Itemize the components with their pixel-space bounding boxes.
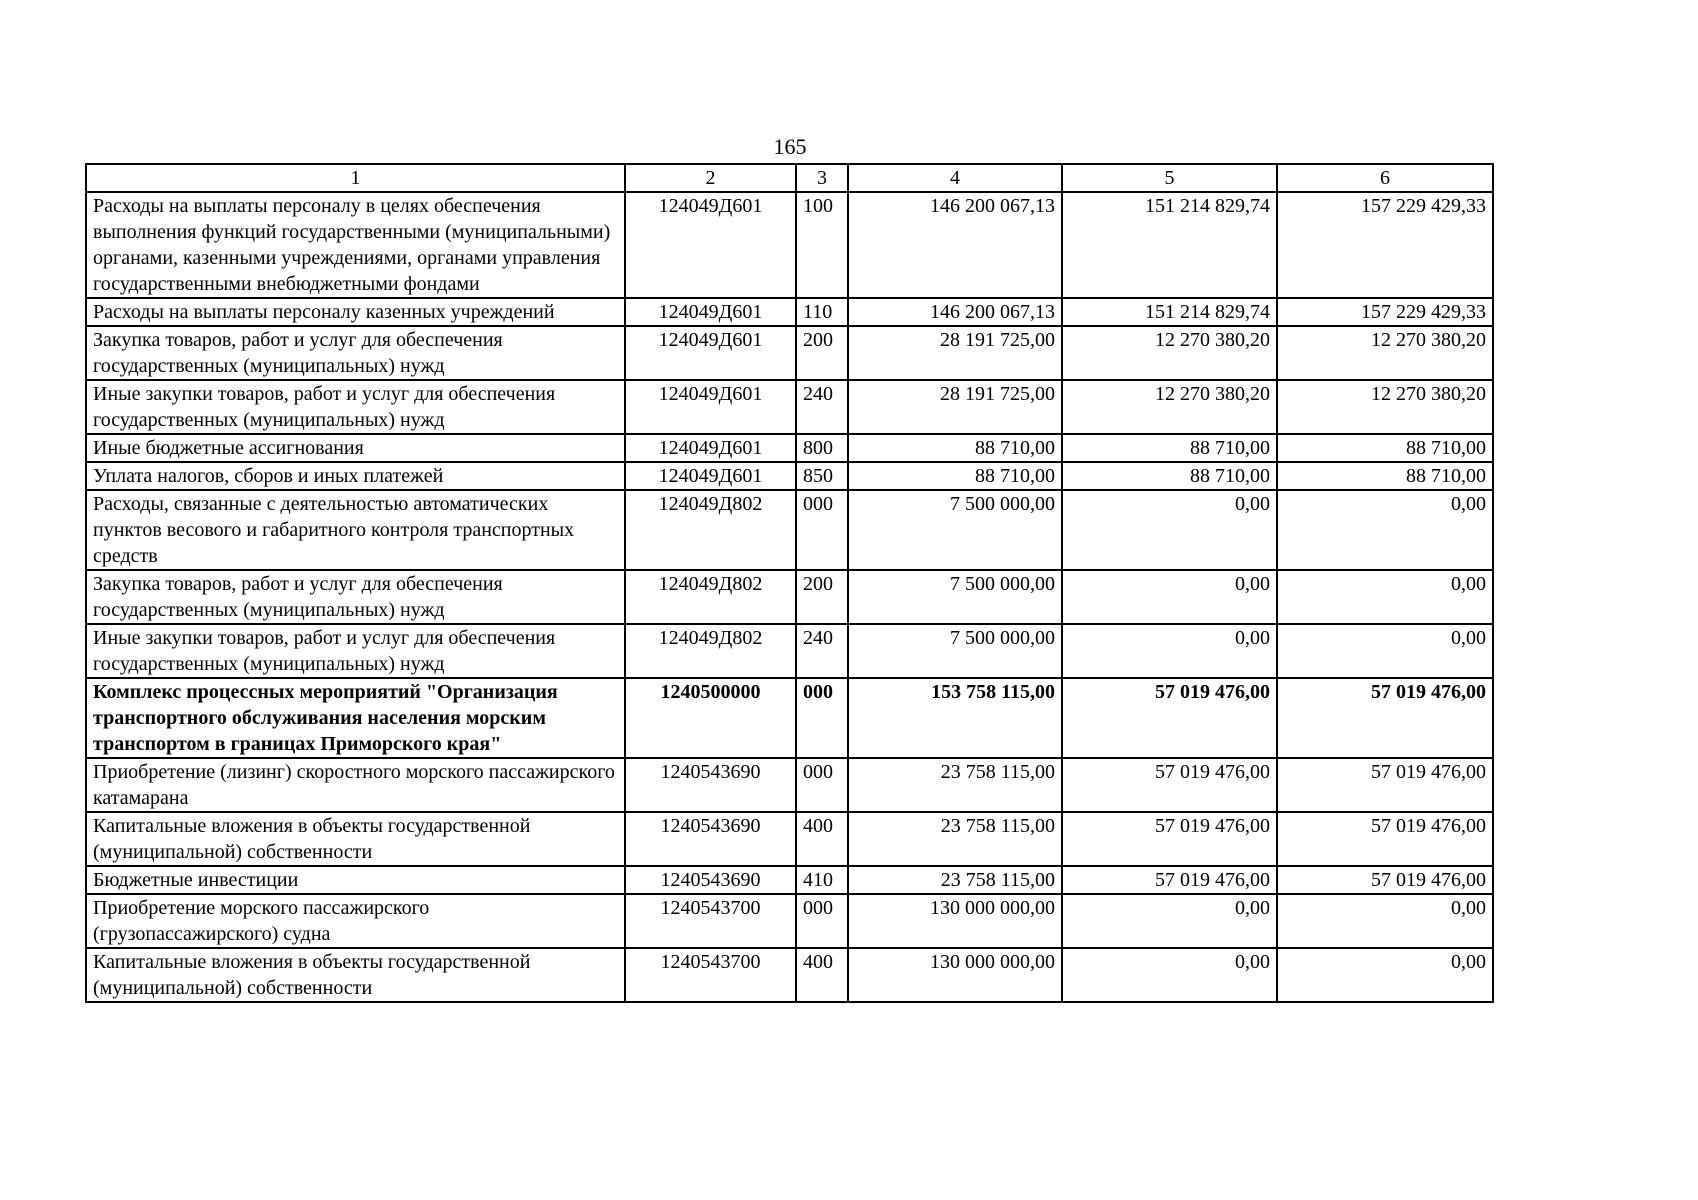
- target-code: 124049Д802: [625, 490, 796, 570]
- expense-type: 410: [796, 866, 848, 894]
- table-row: [86, 462, 1493, 490]
- expense-type: 850: [796, 462, 848, 490]
- amount-col-4: 88 710,00: [848, 434, 1062, 462]
- target-code: 124049Д802: [625, 570, 796, 624]
- amount-col-5: 0,00: [1062, 948, 1277, 1002]
- amount-col-4: 28 191 725,00: [848, 380, 1062, 434]
- amount-col-4: 23 758 115,00: [848, 866, 1062, 894]
- expense-type: 800: [796, 434, 848, 462]
- expense-type: 000: [796, 758, 848, 812]
- amount-col-4: 7 500 000,00: [848, 490, 1062, 570]
- amount-col-6: 57 019 476,00: [1277, 758, 1493, 812]
- amount-col-6: 57 019 476,00: [1277, 678, 1493, 758]
- target-code: 1240543700: [625, 894, 796, 948]
- item-name: Иные бюджетные ассигнования: [86, 434, 625, 462]
- amount-col-5: 88 710,00: [1062, 462, 1277, 490]
- amount-col-6: 0,00: [1277, 948, 1493, 1002]
- item-name: Бюджетные инвестиции: [86, 866, 625, 894]
- expense-type: 200: [796, 570, 848, 624]
- amount-col-4: 88 710,00: [848, 462, 1062, 490]
- table-row: [86, 866, 1493, 894]
- amount-col-4: 23 758 115,00: [848, 812, 1062, 866]
- amount-col-6: 88 710,00: [1277, 462, 1493, 490]
- item-name: Иные закупки товаров, работ и услуг для обеспечения государственных (муниципальных) нужд: [86, 624, 625, 678]
- target-code: 124049Д601: [625, 462, 796, 490]
- amount-col-4: 23 758 115,00: [848, 758, 1062, 812]
- target-code: 124049Д802: [625, 624, 796, 678]
- amount-col-5: 88 710,00: [1062, 434, 1277, 462]
- column-number-2: 2: [625, 164, 796, 192]
- amount-col-6: 0,00: [1277, 624, 1493, 678]
- target-code: 1240543690: [625, 758, 796, 812]
- amount-col-5: 0,00: [1062, 570, 1277, 624]
- amount-col-6: 57 019 476,00: [1277, 812, 1493, 866]
- column-number-6: 6: [1277, 164, 1493, 192]
- expense-type: 110: [796, 298, 848, 326]
- amount-col-5: 57 019 476,00: [1062, 758, 1277, 812]
- expense-type: 000: [796, 678, 848, 758]
- table-row: [86, 490, 1493, 570]
- column-number-5: 5: [1062, 164, 1277, 192]
- item-name: Комплекс процессных мероприятий "Организация транспортного обслуживания населения морским транспортом в границах Приморского края": [86, 678, 625, 758]
- table-row: [86, 434, 1493, 462]
- target-code: 124049Д601: [625, 326, 796, 380]
- item-name: Приобретение морского пассажирского (грузопассажирского) судна: [86, 894, 625, 948]
- amount-col-4: 130 000 000,00: [848, 948, 1062, 1002]
- target-code: 124049Д601: [625, 380, 796, 434]
- expense-type: 000: [796, 490, 848, 570]
- amount-col-6: 0,00: [1277, 490, 1493, 570]
- table-row: [86, 624, 1493, 678]
- amount-col-5: 57 019 476,00: [1062, 866, 1277, 894]
- table-row: [86, 570, 1493, 624]
- amount-col-4: 7 500 000,00: [848, 570, 1062, 624]
- page-number: 165: [773, 134, 807, 159]
- expense-type: 400: [796, 812, 848, 866]
- item-name: Иные закупки товаров, работ и услуг для обеспечения государственных (муниципальных) нужд: [86, 380, 625, 434]
- expense-type: 400: [796, 948, 848, 1002]
- amount-col-4: 130 000 000,00: [848, 894, 1062, 948]
- expense-type: 100: [796, 192, 848, 298]
- target-code: 1240543690: [625, 866, 796, 894]
- target-code: 124049Д601: [625, 192, 796, 298]
- amount-col-4: 28 191 725,00: [848, 326, 1062, 380]
- amount-col-5: 151 214 829,74: [1062, 192, 1277, 298]
- expense-type: 000: [796, 894, 848, 948]
- expense-type: 240: [796, 380, 848, 434]
- amount-col-6: 88 710,00: [1277, 434, 1493, 462]
- amount-col-4: 7 500 000,00: [848, 624, 1062, 678]
- table-row: [86, 758, 1493, 812]
- table-row: [86, 812, 1493, 866]
- item-name: Расходы на выплаты персоналу казенных учреждений: [86, 298, 625, 326]
- budget-table: [85, 163, 1494, 1003]
- table-row: [86, 948, 1493, 1002]
- amount-col-5: 0,00: [1062, 894, 1277, 948]
- item-name: Капитальные вложения в объекты государственной (муниципальной) собственности: [86, 948, 625, 1002]
- item-name: Уплата налогов, сборов и иных платежей: [86, 462, 625, 490]
- table-row: [86, 192, 1493, 298]
- amount-col-5: 12 270 380,20: [1062, 380, 1277, 434]
- amount-col-6: 0,00: [1277, 570, 1493, 624]
- amount-col-5: 151 214 829,74: [1062, 298, 1277, 326]
- item-name: Расходы на выплаты персоналу в целях обеспечения выполнения функций государственными (муниципальными) органами, казенными учреждениями, органами управления государственными внебюджетными фондами: [86, 192, 625, 298]
- target-code: 1240543690: [625, 812, 796, 866]
- amount-col-5: 0,00: [1062, 490, 1277, 570]
- amount-col-6: 57 019 476,00: [1277, 866, 1493, 894]
- amount-col-4: 146 200 067,13: [848, 192, 1062, 298]
- item-name: Закупка товаров, работ и услуг для обеспечения государственных (муниципальных) нужд: [86, 326, 625, 380]
- expense-type: 200: [796, 326, 848, 380]
- amount-col-4: 153 758 115,00: [848, 678, 1062, 758]
- table-row: [86, 380, 1493, 434]
- amount-col-5: 12 270 380,20: [1062, 326, 1277, 380]
- amount-col-5: 0,00: [1062, 624, 1277, 678]
- amount-col-6: 157 229 429,33: [1277, 298, 1493, 326]
- amount-col-5: 57 019 476,00: [1062, 678, 1277, 758]
- column-number-3: 3: [796, 164, 848, 192]
- target-code: 1240500000: [625, 678, 796, 758]
- table-row: [86, 298, 1493, 326]
- target-code: 124049Д601: [625, 434, 796, 462]
- amount-col-6: 12 270 380,20: [1277, 380, 1493, 434]
- expense-type: 240: [796, 624, 848, 678]
- table-body: [86, 192, 1493, 1002]
- item-name: Приобретение (лизинг) скоростного морского пассажирского катамарана: [86, 758, 625, 812]
- column-number-row: [86, 164, 1493, 192]
- amount-col-6: 0,00: [1277, 894, 1493, 948]
- table-row: [86, 894, 1493, 948]
- amount-col-6: 12 270 380,20: [1277, 326, 1493, 380]
- target-code: 124049Д601: [625, 298, 796, 326]
- column-number-1: 1: [86, 164, 625, 192]
- item-name: Расходы, связанные с деятельностью автоматических пунктов весового и габаритного контроля транспортных средств: [86, 490, 625, 570]
- target-code: 1240543700: [625, 948, 796, 1002]
- item-name: Капитальные вложения в объекты государственной (муниципальной) собственности: [86, 812, 625, 866]
- table-row: [86, 326, 1493, 380]
- amount-col-6: 157 229 429,33: [1277, 192, 1493, 298]
- amount-col-5: 57 019 476,00: [1062, 812, 1277, 866]
- table-row: [86, 678, 1493, 758]
- item-name: Закупка товаров, работ и услуг для обеспечения государственных (муниципальных) нужд: [86, 570, 625, 624]
- column-number-4: 4: [848, 164, 1062, 192]
- amount-col-4: 146 200 067,13: [848, 298, 1062, 326]
